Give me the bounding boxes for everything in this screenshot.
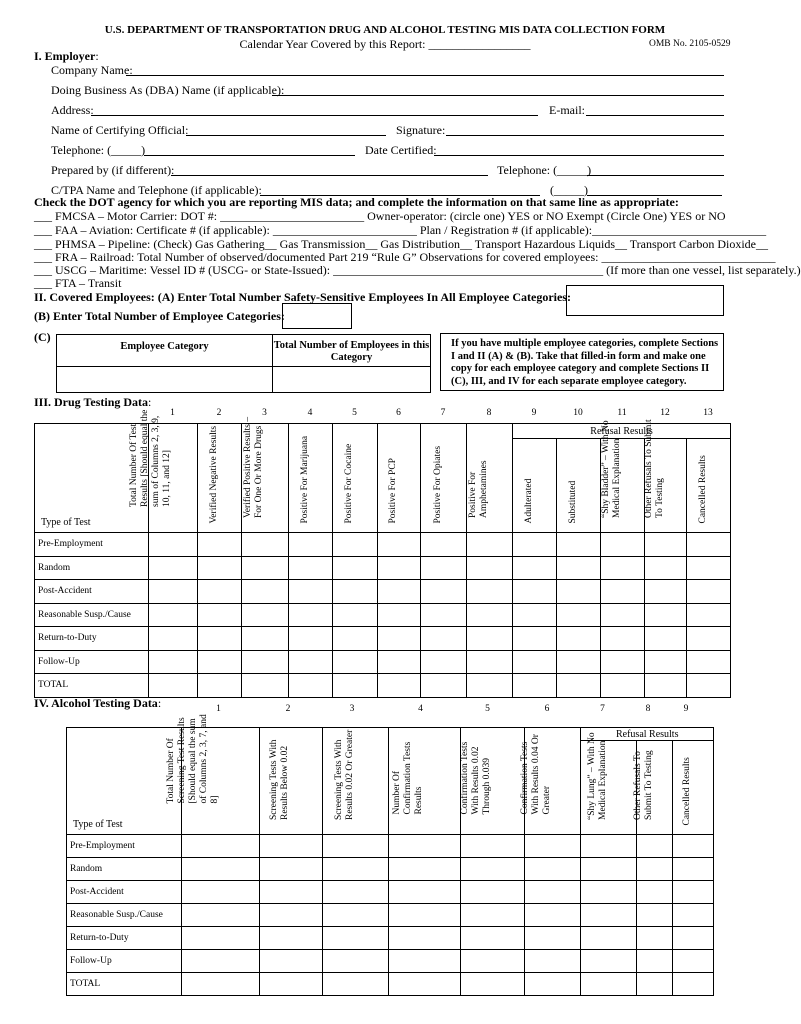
drug-col-header-5	[333, 424, 378, 533]
drug-col-number: 4	[307, 408, 313, 418]
alcohol-cell[interactable]	[322, 858, 389, 881]
alcohol-cell[interactable]	[461, 973, 525, 996]
drug-col-number: 1	[170, 408, 175, 418]
alcohol-cell[interactable]	[637, 904, 673, 927]
alcohol-cell[interactable]	[389, 858, 461, 881]
drug-cell[interactable]	[242, 674, 289, 698]
drug-cell[interactable]	[421, 580, 467, 604]
drug-cell[interactable]	[289, 533, 333, 557]
section-employer-heading: I. Employer:	[34, 49, 99, 63]
drug-row-label: Return-to-Duty	[35, 627, 149, 651]
drug-col-number: 10	[573, 408, 583, 418]
drug-cell[interactable]	[333, 603, 378, 627]
drug-cell[interactable]	[687, 533, 731, 557]
drug-cell[interactable]	[149, 603, 198, 627]
drug-cell[interactable]	[289, 556, 333, 580]
form-title: U.S. DEPARTMENT OF TRANSPORTATION DRUG AND ALCOHOL TESTING MIS DATA COLLECTION FORM	[104, 24, 666, 36]
alcohol-cell[interactable]	[389, 950, 461, 973]
drug-row-label: TOTAL	[35, 674, 149, 698]
drug-col-header-8	[467, 424, 513, 533]
alcohol-col-label-9: Cancelled Results	[682, 757, 693, 826]
total-in-category-input[interactable]	[273, 367, 431, 393]
telephone2-label: Telephone: (_____)	[497, 163, 592, 177]
drug-testing-heading: III. Drug Testing Data:	[34, 395, 152, 409]
alcohol-cell[interactable]	[389, 835, 461, 858]
certifying-official-label: Name of Certifying Official:	[51, 123, 189, 137]
agency-instruction: Check the DOT agency for which you are reporting MIS data; and complete the information on that same line as appropriate:	[34, 195, 679, 209]
alcohol-row	[67, 858, 714, 881]
alcohol-cell[interactable]	[673, 835, 714, 858]
drug-cell[interactable]	[557, 556, 601, 580]
drug-row	[35, 556, 731, 580]
alcohol-cell[interactable]	[637, 881, 673, 904]
drug-col-header-6	[378, 424, 421, 533]
alcohol-col-header-9	[673, 741, 714, 835]
alcohol-row-label: Return-to-Duty	[67, 927, 182, 950]
employee-category-table	[56, 334, 431, 393]
drug-cell[interactable]	[557, 533, 601, 557]
alcohol-cell[interactable]	[260, 835, 323, 858]
drug-cell[interactable]	[687, 603, 731, 627]
total-employees-box[interactable]	[566, 285, 724, 316]
alcohol-row	[67, 927, 714, 950]
covered-employees-heading: II. Covered Employees: (A) Enter Total Number Safety-Sensitive Employees In All Employee Categories:	[34, 290, 571, 304]
drug-cell[interactable]	[601, 580, 645, 604]
drug-cell[interactable]	[645, 627, 687, 651]
drug-cell[interactable]	[687, 627, 731, 651]
alcohol-cell[interactable]	[524, 904, 581, 927]
type-of-test-header: Type of Test	[35, 424, 149, 533]
alcohol-col-label-7: “Shy Lung” – With No Medical Explanation	[586, 732, 608, 820]
drug-cell[interactable]	[557, 650, 601, 674]
drug-col-label-3: Verified Positive Results – For One Or More Drugs	[243, 416, 264, 518]
alcohol-cell[interactable]	[524, 973, 581, 996]
drug-cell[interactable]	[421, 603, 467, 627]
drug-cell[interactable]	[645, 580, 687, 604]
agency-fra[interactable]: ___ FRA – Railroad: Total Number of observed/documented Part 219 “Rule G” Observations for covered employees: _____________________________	[34, 250, 776, 264]
drug-col-number: 3	[262, 408, 267, 418]
drug-cell[interactable]	[601, 650, 645, 674]
alcohol-cell[interactable]	[524, 858, 581, 881]
alcohol-col-header-3	[322, 728, 389, 835]
alcohol-cell[interactable]	[389, 881, 461, 904]
drug-cell[interactable]	[289, 603, 333, 627]
drug-cell[interactable]	[421, 533, 467, 557]
agency-faa[interactable]: ___ FAA – Aviation: Certificate # (if applicable): ________________________ Plan / Registration # (if applicable):_____________________________	[34, 223, 767, 237]
drug-col-header-2	[198, 424, 242, 533]
alcohol-cell[interactable]	[260, 927, 323, 950]
drug-cell[interactable]	[557, 674, 601, 698]
email-field[interactable]	[586, 115, 724, 116]
omb-number: OMB No. 2105-0529	[649, 39, 731, 49]
alcohol-row	[67, 835, 714, 858]
alcohol-cell[interactable]	[389, 927, 461, 950]
alcohol-row-label: Follow-Up	[67, 950, 182, 973]
alcohol-row-label: Post-Accident	[67, 881, 182, 904]
alcohol-col-header-2	[260, 728, 323, 835]
drug-cell[interactable]	[149, 674, 198, 698]
drug-cell[interactable]	[687, 556, 731, 580]
drug-col-number: 13	[703, 408, 713, 418]
dba-field[interactable]	[272, 95, 724, 96]
alcohol-row	[67, 904, 714, 927]
drug-col-label-5: Positive For Cocaine	[344, 443, 354, 524]
alcohol-cell[interactable]	[581, 927, 637, 950]
certifying-official-field[interactable]	[186, 135, 386, 136]
alcohol-col-label-3: Screening Tests With Results 0.02 Or Greater	[333, 729, 355, 820]
alcohol-cell[interactable]	[581, 973, 637, 996]
alcohol-col-header-8	[632, 741, 673, 835]
drug-cell[interactable]	[601, 556, 645, 580]
drug-cell[interactable]	[601, 674, 645, 698]
alcohol-row-label: Pre-Employment	[67, 835, 182, 858]
drug-cell[interactable]	[289, 650, 333, 674]
alcohol-col-number: 8	[645, 704, 651, 714]
drug-row	[35, 674, 731, 698]
drug-col-number: 12	[660, 408, 670, 418]
agency-phmsa[interactable]: ___ PHMSA – Pipeline: (Check) Gas Gathering__ Gas Transmission__ Gas Distribution__ Transport Hazardous Liquids__ Transport Carbon Dioxide__	[34, 237, 768, 251]
alcohol-cell[interactable]	[673, 927, 714, 950]
drug-cell[interactable]	[467, 603, 513, 627]
alcohol-testing-table	[66, 714, 714, 996]
drug-cell[interactable]	[378, 627, 421, 651]
agency-fmcsa[interactable]: ___ FMCSA – Motor Carrier: DOT #: ________________________ Owner-operator: (circle one) YES or NO Exempt (Circle One) YES or NO	[34, 209, 726, 223]
drug-cell[interactable]	[378, 603, 421, 627]
alcohol-cell[interactable]	[260, 973, 323, 996]
alcohol-col-header-6	[519, 728, 581, 835]
drug-col-label-4: Positive For Marijuana	[299, 435, 310, 524]
alcohol-row-label: Random	[67, 858, 182, 881]
drug-cell[interactable]	[198, 650, 242, 674]
signature-label: Signature:	[396, 123, 446, 137]
alcohol-cell[interactable]	[637, 927, 673, 950]
employee-categories-heading: (B) Enter Total Number of Employee Categories:	[34, 309, 285, 323]
drug-cell[interactable]	[557, 603, 601, 627]
drug-col-label-8: Positive For Amphetamines	[467, 460, 489, 518]
drug-cell[interactable]	[557, 627, 601, 651]
alcohol-cell[interactable]	[461, 904, 525, 927]
drug-row	[35, 650, 731, 674]
dba-label: Doing Business As (DBA) Name (if applicable):	[51, 83, 285, 97]
drug-col-number: 7	[440, 408, 446, 418]
alcohol-cell[interactable]	[524, 927, 581, 950]
alcohol-cell[interactable]	[461, 950, 525, 973]
drug-cell[interactable]	[645, 533, 687, 557]
alcohol-cell[interactable]	[637, 950, 673, 973]
drug-cell[interactable]	[242, 580, 289, 604]
alcohol-col-label-1: Total Number Of Screening Test Results [Should equal the sum of Columns 2, 3, 7, and 8]	[165, 714, 220, 804]
alcohol-row	[67, 973, 714, 996]
drug-cell[interactable]	[645, 674, 687, 698]
drug-cell[interactable]	[198, 627, 242, 651]
date-certified-label: Date Certified:	[365, 143, 437, 157]
drug-col-header-9	[513, 439, 557, 533]
type-of-test-header: Type of Test	[67, 728, 182, 835]
alcohol-cell[interactable]	[461, 835, 525, 858]
alcohol-cell[interactable]	[322, 950, 389, 973]
drug-cell[interactable]	[198, 580, 242, 604]
alcohol-col-label-4: Number Of Confirmation Tests Results	[391, 741, 424, 815]
alcohol-cell[interactable]	[581, 881, 637, 904]
alcohol-col-number: 2	[285, 704, 291, 714]
alcohol-cell[interactable]	[673, 950, 714, 973]
alcohol-col-label-8: Other Refusals To Submit To Testing	[632, 750, 654, 820]
drug-cell[interactable]	[513, 533, 557, 557]
prepared-by-field[interactable]	[171, 175, 488, 176]
section-c-label: (C)	[34, 330, 51, 344]
drug-cell[interactable]	[421, 674, 467, 698]
alcohol-cell[interactable]	[182, 858, 260, 881]
drug-cell[interactable]	[645, 556, 687, 580]
calendar-year-field[interactable]: Calendar Year Covered by this Report: _________________	[239, 37, 531, 51]
drug-cell[interactable]	[378, 650, 421, 674]
alcohol-cell[interactable]	[524, 881, 581, 904]
drug-cell[interactable]	[242, 627, 289, 651]
alcohol-cell[interactable]	[637, 973, 673, 996]
alcohol-col-header-4	[389, 728, 461, 835]
alcohol-cell[interactable]	[182, 835, 260, 858]
drug-cell[interactable]	[513, 603, 557, 627]
telephone2-field[interactable]	[587, 175, 724, 176]
prepared-by-label: Prepared by (if different):	[51, 163, 175, 177]
drug-cell[interactable]	[333, 580, 378, 604]
alcohol-cell[interactable]	[260, 950, 323, 973]
drug-cell[interactable]	[378, 580, 421, 604]
address-field[interactable]	[91, 115, 538, 116]
drug-cell[interactable]	[467, 580, 513, 604]
alcohol-cell[interactable]	[461, 858, 525, 881]
drug-cell[interactable]	[601, 533, 645, 557]
drug-cell[interactable]	[242, 533, 289, 557]
alcohol-col-number: 5	[485, 704, 490, 714]
alcohol-refusal-header: Refusal Results	[581, 728, 714, 741]
drug-cell[interactable]	[378, 533, 421, 557]
alcohol-cell[interactable]	[182, 973, 260, 996]
drug-cell[interactable]	[513, 674, 557, 698]
drug-cell[interactable]	[513, 580, 557, 604]
drug-row	[35, 580, 731, 604]
drug-row-label: Random	[35, 556, 149, 580]
drug-col-number: 6	[396, 408, 401, 418]
drug-col-header-13	[687, 439, 731, 533]
address-label: Address:	[51, 103, 94, 117]
drug-col-label-13: Cancelled Results	[697, 455, 708, 524]
alcohol-col-number: 9	[683, 704, 689, 714]
drug-cell[interactable]	[149, 650, 198, 674]
drug-cell[interactable]	[378, 674, 421, 698]
alcohol-cell[interactable]	[461, 881, 525, 904]
drug-cell[interactable]	[467, 556, 513, 580]
drug-cell[interactable]	[421, 650, 467, 674]
drug-col-header-4	[289, 424, 333, 533]
drug-col-number: 9	[531, 408, 537, 418]
drug-col-label-12: Other Refusals To Submit To Testing	[643, 419, 665, 518]
drug-cell[interactable]	[198, 533, 242, 557]
alcohol-cell[interactable]	[581, 950, 637, 973]
drug-cell[interactable]	[333, 533, 378, 557]
drug-cell[interactable]	[198, 603, 242, 627]
drug-cell[interactable]	[467, 650, 513, 674]
signature-field[interactable]	[446, 135, 724, 136]
drug-col-header-7	[421, 424, 467, 533]
drug-cell[interactable]	[557, 580, 601, 604]
drug-col-label-6: Positive For PCP	[388, 458, 398, 524]
drug-cell[interactable]	[467, 674, 513, 698]
drug-cell[interactable]	[289, 627, 333, 651]
drug-cell[interactable]	[289, 580, 333, 604]
drug-col-label-10: Substituted	[567, 480, 578, 524]
alcohol-col-header-1	[165, 714, 260, 835]
total-in-category-header: Total Number of Employees in this Category	[273, 335, 431, 367]
drug-cell[interactable]	[687, 674, 731, 698]
drug-row-label: Reasonable Susp./Cause	[35, 603, 149, 627]
drug-cell[interactable]	[289, 674, 333, 698]
drug-cell[interactable]	[149, 580, 198, 604]
alcohol-col-number: 3	[349, 704, 355, 714]
alcohol-row-label: Reasonable Susp./Cause	[67, 904, 182, 927]
alcohol-cell[interactable]	[389, 973, 461, 996]
drug-cell[interactable]	[242, 603, 289, 627]
alcohol-testing-heading: IV. Alcohol Testing Data:	[34, 696, 162, 710]
alcohol-cell[interactable]	[581, 904, 637, 927]
drug-col-header-3	[242, 416, 289, 533]
drug-row	[35, 603, 731, 627]
drug-col-label-11: “Shy Bladder” – With No Medical Explanation	[600, 420, 622, 518]
drug-cell[interactable]	[645, 603, 687, 627]
alcohol-col-label-2: Screening Tests With Results Below 0.02	[268, 739, 290, 820]
drug-cell[interactable]	[333, 556, 378, 580]
drug-row-label: Post-Accident	[35, 580, 149, 604]
alcohol-cell[interactable]	[524, 835, 581, 858]
alcohol-col-number: 4	[418, 704, 423, 714]
alcohol-cell[interactable]	[581, 835, 637, 858]
ctpa-phone-label: (_____)	[550, 183, 588, 197]
alcohol-cell[interactable]	[322, 927, 389, 950]
drug-cell[interactable]	[645, 650, 687, 674]
alcohol-cell[interactable]	[322, 973, 389, 996]
telephone-field[interactable]	[144, 155, 355, 156]
drug-col-label-9: Adulterated	[523, 478, 534, 524]
alcohol-cell[interactable]	[673, 973, 714, 996]
drug-cell[interactable]	[333, 627, 378, 651]
drug-col-label-7: Positive For Opiates	[432, 445, 443, 524]
instruction-note: If you have multiple employee categories, complete Sections I and II (A) & (B). Take that filled-in form and make one copy for each employee category and complete Sections II (C), III, and IV for each separate employee category.	[451, 338, 719, 387]
alcohol-row	[67, 950, 714, 973]
drug-col-number: 8	[486, 408, 492, 418]
alcohol-row	[67, 881, 714, 904]
alcohol-cell[interactable]	[673, 904, 714, 927]
employee-categories-box[interactable]	[282, 303, 352, 329]
drug-cell[interactable]	[601, 627, 645, 651]
drug-cell[interactable]	[198, 674, 242, 698]
alcohol-col-number: 7	[600, 704, 605, 714]
alcohol-cell[interactable]	[389, 904, 461, 927]
drug-cell[interactable]	[513, 556, 557, 580]
agency-fta[interactable]: ___ FTA – Transit	[34, 276, 122, 290]
drug-cell[interactable]	[687, 650, 731, 674]
drug-row-label: Pre-Employment	[35, 533, 149, 557]
alcohol-cell[interactable]	[182, 927, 260, 950]
telephone-label: Telephone: (_____)	[51, 143, 146, 157]
alcohol-cell[interactable]	[673, 858, 714, 881]
drug-cell[interactable]	[149, 533, 198, 557]
drug-cell[interactable]	[687, 580, 731, 604]
alcohol-cell[interactable]	[260, 858, 323, 881]
alcohol-cell[interactable]	[182, 881, 260, 904]
drug-col-number: 5	[352, 408, 357, 418]
employee-category-header: Employee Category	[57, 335, 273, 367]
drug-row-label: Follow-Up	[35, 650, 149, 674]
drug-col-label-2: Verified Negative Results	[208, 425, 219, 524]
alcohol-col-header-5	[461, 728, 525, 835]
alcohol-cell[interactable]	[673, 881, 714, 904]
alcohol-col-label-6: Confirmation Tests With Results 0.04 Or Greater	[519, 734, 552, 815]
drug-col-header-1	[129, 409, 198, 533]
alcohol-cell[interactable]	[182, 904, 260, 927]
agency-uscg[interactable]: ___ USCG – Maritime: Vessel ID # (USCG- or State-Issued): _____________________________________________ (If more than one vessel, list separately.)	[34, 263, 801, 277]
drug-col-number: 11	[617, 408, 627, 418]
drug-row	[35, 533, 731, 557]
employee-category-input[interactable]	[57, 367, 273, 393]
alcohol-cell[interactable]	[322, 835, 389, 858]
drug-cell[interactable]	[333, 674, 378, 698]
drug-col-header-12	[643, 419, 687, 533]
alcohol-cell[interactable]	[260, 881, 323, 904]
alcohol-cell[interactable]	[637, 858, 673, 881]
drug-refusal-header: Refusal Results	[513, 424, 731, 439]
drug-cell[interactable]	[467, 627, 513, 651]
drug-col-number: 2	[216, 408, 222, 418]
drug-col-label-1: Total Number Of Test Results [Should equal the sum of Columns 2, 3, 9, 10, 11, and 12]	[129, 409, 172, 507]
alcohol-col-number: 6	[544, 704, 550, 714]
drug-cell[interactable]	[513, 627, 557, 651]
drug-cell[interactable]	[333, 650, 378, 674]
drug-cell[interactable]	[149, 627, 198, 651]
alcohol-cell[interactable]	[322, 881, 389, 904]
drug-cell[interactable]	[242, 650, 289, 674]
alcohol-col-label-5: Confirmation Tests With Results 0.02 Through 0.039	[459, 741, 492, 815]
alcohol-cell[interactable]	[461, 927, 525, 950]
company-name-field[interactable]	[126, 75, 724, 76]
company-name-label: Company Name:	[51, 63, 133, 77]
email-label: E-mail:	[549, 103, 585, 117]
alcohol-cell[interactable]	[524, 950, 581, 973]
drug-cell[interactable]	[421, 627, 467, 651]
ctpa-label: C/TPA Name and Telephone (if applicable):	[51, 183, 262, 197]
alcohol-col-header-7	[581, 732, 637, 835]
drug-cell[interactable]	[242, 556, 289, 580]
alcohol-cell[interactable]	[322, 904, 389, 927]
drug-cell[interactable]	[198, 556, 242, 580]
alcohol-row-label: TOTAL	[67, 973, 182, 996]
drug-cell[interactable]	[601, 603, 645, 627]
alcohol-cell[interactable]	[182, 950, 260, 973]
alcohol-cell[interactable]	[637, 835, 673, 858]
alcohol-cell[interactable]	[260, 904, 323, 927]
drug-cell[interactable]	[513, 650, 557, 674]
drug-cell[interactable]	[467, 533, 513, 557]
drug-row	[35, 627, 731, 651]
alcohol-col-number: 1	[216, 704, 221, 714]
drug-col-header-10	[557, 439, 601, 533]
drug-cell[interactable]	[149, 556, 198, 580]
drug-cell[interactable]	[378, 556, 421, 580]
alcohol-cell[interactable]	[581, 858, 637, 881]
drug-cell[interactable]	[421, 556, 467, 580]
date-certified-field[interactable]	[434, 155, 724, 156]
